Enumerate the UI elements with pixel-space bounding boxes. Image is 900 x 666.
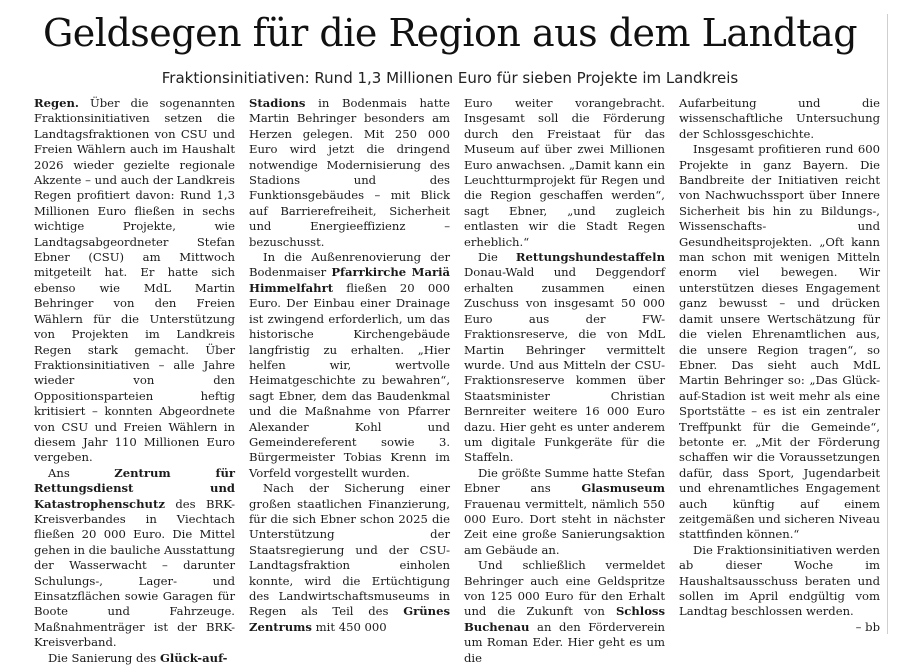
- headline: Geldsegen für die Region aus dem Landtag: [42, 11, 858, 55]
- paragraph: Die Fraktionsinitiativen werden ab dieser Woche im Haushaltsausschuss beraten und sollen im April endgültig vom Landtag beschlossen werden.: [679, 542, 881, 619]
- highlight: Grünes Zentrums: [249, 604, 451, 634]
- paragraph: Ans Zentrum für Rettungsdienst und Katastrophenschutz des BRK-Kreisverbandes in Viechtach fließen 20 000 Euro. Die Mittel gehen in die bauliche Ausstattung der Wasserwacht – darunter Schulungs-, Lager- und Einsatzflächen sowie Garagen für Boote und Fahrzeuge. Maßnahmenträger ist der BRK-Kreisverband.: [34, 465, 236, 650]
- paragraph: Und schließlich vermeldet Behringer auch eine Geldspritze von 125 000 Euro für den Erhalt und die Zukunft von Schloss Buchenau an den Förderverein um Roman Eder. Hier geht es um die: [464, 558, 666, 665]
- paragraph: In die Außenrenovierung der Bodenmaiser Pfarrkirche Mariä Himmelfahrt fließen 20 000 Euro. Der Einbau einer Drainage ist zwingend erforderlich, um das historische Kirchengebäude langfristig zu erhalten. „Hier helfen wir, wertvolle Heimatgeschichte zu bewahren“, sagt Ebner, dem das Baudenkmal und die Maßnahme von Pfarrer Alexander Kohl und Gemeindereferent sowie 3. Bürgermeister Tobias Krenn im Vorfeld vorgestellt wurden.: [249, 250, 450, 480]
- highlight: Rettungshundestaffeln: [515, 250, 665, 265]
- paragraph: Insgesamt profitieren rund 600 Projekte in ganz Bayern. Die Bandbreite der Initiativen reicht von Nachwuchssport über Innere Sicherheit bis hin zu Bildungs-, Wissenschafts- und Gesundheitsprojekten. „Oft kann man schon mit wenigen Mitteln enorm viel bewegen. Wir unterstützen dieses Engagement ganz bewusst – und drücken damit unsere Wertschätzung für die vielen Ehrenamtlichen aus, die unsere Region tragen“, so Ebner. Das sieht auch MdL Martin Behringer so: „Das Glück-auf-Stadion ist weit mehr als eine Sportstätte – es ist ein zentraler Treffpunkt für die Gemeinde“, betonte er. „Mit der Förderung schaffen wir die Voraussetzungen dafür, dass Sport, Jugendarbeit und ehrenamtliches Engagement auch künftig auf einem zeitgemäßen und sicheren Niveau stattfinden können.“: [679, 142, 880, 542]
- highlight: Stadions: [249, 96, 306, 110]
- author-signature: – bb: [855, 619, 880, 634]
- paragraph: Stadions in Bodenmais hatte Martin Behringer besonders am Herzen gelegen. Mit 250 000 Euro wird jetzt die dringend notwendige Modernisierung des Stadions und des Funktionsgebäudes – mit Blick auf Barrierefreiheit, Sicherheit und Energieeffizienz – bezuschusst.: [249, 96, 450, 249]
- highlight: Zentrum für Rettungsdienst und Katastrophenschutz: [34, 465, 235, 511]
- column-4: [679, 96, 880, 636]
- column-3: [464, 96, 666, 665]
- dateline: Regen.: [34, 96, 79, 110]
- paragraph: Aufarbeitung und die wissenschaftliche Untersuchung der Schlossgeschichte.: [679, 96, 880, 141]
- highlight: Glasmuseum: [581, 481, 665, 496]
- paragraph: Die Sanierung des Glück-auf-: [48, 650, 228, 665]
- paragraph: Nach der Sicherung einer großen staatlichen Finanzierung, für die sich Ebner schon 2025 die Unterstützung der Staatsregierung und der CSU-Landtagsfraktion einholen konnte, wird die Ertüchtigung des Landwirtschaftsmuseums in Regen als Teil des Grünes Zentrums mit 450 000: [249, 481, 451, 634]
- paragraph: Euro weiter vorangebracht. Insgesamt soll die Förderung durch den Freistaat für das Museum auf über zwei Millionen Euro anwachsen. „Damit kann ein Leuchtturmprojekt für Regen und die Region geschaffen werden“, sagt Ebner, „und zugleich entlasten wir die Stadt Regen erheblich.“: [464, 96, 665, 249]
- column-1: [34, 96, 236, 665]
- subheadline: Fraktionsinitiativen: Rund 1,3 Millionen Euro für sieben Projekte im Landkreis: [161, 69, 739, 87]
- article-body: [34, 96, 881, 665]
- paragraph: Die größte Summe hatte Stefan Ebner ans Glasmuseum Frauenau vermittelt, nämlich 550 000 Euro. Dort steht in nächster Zeit eine große Sanierungsaktion am Gebäude an.: [464, 465, 665, 557]
- paragraph: Die Rettungshundestaffeln Donau-Wald und Deggendorf erhalten zusammen einen Zuschuss von insgesamt 50 000 Euro aus der FW-Fraktionsreserve, die von MdL Martin Behringer vermittelt wurde. Und aus Mitteln der CSU-Fraktionsreserve kommen über Staatsminister Christian Bernreiter weitere 16 000 Euro dazu. Hier geht es unter anderem um digitale Funkgeräte für die Staffeln.: [464, 250, 665, 465]
- column-rule: [887, 14, 888, 634]
- paragraph: Regen. Über die sogenannten Fraktionsinitiativen setzen die Landtagsfraktionen von CSU und Freien Wählern auch im Haushalt 2026 wieder gezielte regionale Akzente – und auch der Landkreis Regen profitiert davon: Rund 1,3 Millionen Euro fließen in sechs wichtige Projekte, wie Landtagsabgeordneter Stefan Ebner (CSU) am Mittwoch mitgeteilt hat. Er hatte sich ebenso wie MdL Martin Behringer von den Freien Wählern für die Unterstützung von Projekten im Landkreis Regen stark gemacht. Über Fraktionsinitiativen – alle Jahre wieder von den Oppositionsparteien heftig kritisiert – konnten Abgeordnete von CSU und Freien Wählern in diesem Jahr 110 Millionen Euro vergeben.: [34, 96, 235, 465]
- highlight: Schloss Buchenau: [464, 604, 665, 634]
- highlight: Glück-auf-: [159, 650, 228, 665]
- column-2: [249, 96, 450, 636]
- highlight: Pfarrkirche Mariä Himmelfahrt: [249, 265, 450, 295]
